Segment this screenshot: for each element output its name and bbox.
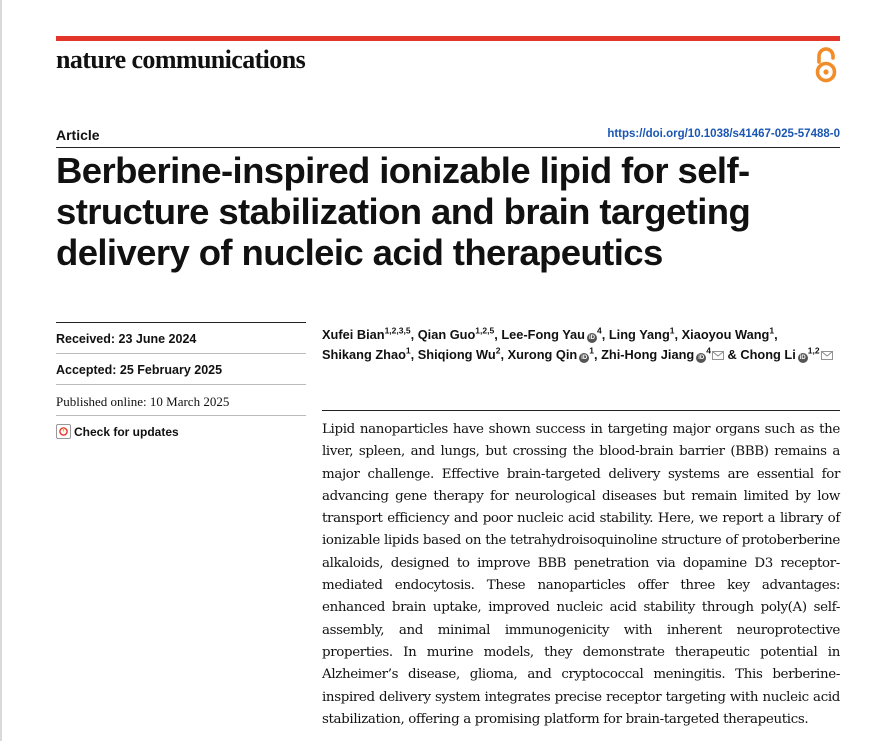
author[interactable] — [682, 327, 774, 342]
journal-name: nature communications — [56, 45, 306, 74]
page-edge — [0, 0, 2, 741]
author-affiliation: 1 — [589, 345, 594, 356]
author-affiliation: 4 — [597, 325, 602, 336]
author-name: Zhi-Hong Jiang — [601, 347, 695, 362]
author-name: Shikang Zhao — [322, 347, 406, 362]
received-date: Received: 23 June 2024 — [56, 332, 197, 346]
doi-link[interactable]: https://doi.org/10.1038/s41467-025-57488-0 — [607, 128, 840, 140]
author[interactable] — [740, 347, 832, 362]
journal-accent-bar — [56, 36, 840, 41]
published-date: Published online: 10 March 2025 — [56, 394, 230, 409]
author-affiliation: 1 — [405, 345, 411, 356]
author-name: Qian Guo — [417, 327, 476, 342]
author-affiliation: 1 — [769, 325, 775, 336]
abstract: Lipid nanoparticles have shown success in targeting major organs such as the liver, spleen, and lungs, but crossing the blood-brain barrier (BBB) remains a major challenge. Effective brain-targeted delivery systems are essential for advancing gene therapy for neurological diseases but remain limited by low transport efficiency and poor nucleic acid stability. Here, we report a library of ionizable lipids based on the tetrahydroisoquinoline structure of protoberberine alkaloids, designed to improve BBB penetration via dopamine D3 receptor-mediated endocytosis. These nanoparticles offer three key advantages: enhanced brain uptake, improved nucleic acid stability through poly(A) self-assembly, and minimal immunogenicity with inherent neuroprotective properties. In murine models, they demonstrate therapeutic potential in Alzheimer’s disease, glioma, and cryptococcal meningitis. This berberine-inspired delivery system integrates precise receptor targeting with nucleic acid stabilization, offering a promising platform for brain-targeted therapeutics. — [322, 422, 840, 727]
author-name: Chong Li — [740, 347, 796, 362]
author-affiliation: 1 — [669, 325, 675, 336]
orcid-icon[interactable]: iD — [589, 335, 595, 341]
author-list: Xufei Bian$^{1,2,3,5}$, Qian Guo$^{1,2,5}$, Lee-Fong Yau $iD^4$, Ling Yang$^1$, Xiaoyou Wang$^1$, Shikang Zhao$^1$, Shiqiong Wu$^2$, Xurong Qin $iD^1$, Zhi-Hong Jiang $iD^4$ & Chong Li iD$^{1,2}$ — [322, 325, 842, 365]
author[interactable] — [418, 327, 495, 342]
accepted-date: Accepted: 25 February 2025 — [56, 363, 223, 377]
check-for-updates-label: Check for updates — [74, 424, 179, 439]
publication-dates — [56, 322, 306, 439]
author-affiliation: 2 — [495, 345, 501, 356]
author[interactable] — [418, 347, 501, 362]
author-affiliation: 1,2,3,5 — [384, 325, 411, 336]
author-affiliation: 4 — [706, 345, 711, 356]
email-icon[interactable] — [821, 351, 833, 360]
author-name: Xiaoyou Wang — [681, 327, 770, 342]
abstract-divider — [322, 410, 840, 411]
author[interactable] — [508, 347, 594, 362]
article-title: Berberine-inspired ionizable lipid for self-structure stabilization and brain targeting delivery of nucleic acid therapeutics — [56, 150, 751, 273]
author[interactable] — [601, 347, 724, 362]
title-divider — [56, 147, 840, 148]
email-icon[interactable] — [712, 351, 724, 360]
open-access-icon — [813, 46, 839, 84]
author-affiliation: 1,2,5 — [475, 325, 495, 336]
orcid-icon[interactable]: iD — [698, 355, 705, 361]
orcid-icon[interactable]: iD — [799, 355, 806, 361]
check-updates-icon — [56, 424, 71, 439]
check-for-updates-button[interactable] — [56, 416, 306, 439]
author[interactable] — [322, 347, 411, 362]
author-name: Xufei Bian — [322, 327, 385, 342]
author-name: Lee-Fong Yau — [501, 327, 585, 342]
author-name: Shiqiong Wu — [417, 347, 496, 362]
author[interactable] — [501, 327, 601, 342]
author-name: Ling Yang — [608, 327, 670, 342]
article-type-label: Article — [56, 127, 100, 143]
orcid-icon[interactable]: iD — [581, 355, 588, 361]
author-affiliation: 1,2 — [807, 345, 820, 356]
author[interactable] — [322, 327, 411, 342]
author-name: Xurong Qin — [507, 347, 578, 362]
author[interactable] — [609, 327, 675, 342]
